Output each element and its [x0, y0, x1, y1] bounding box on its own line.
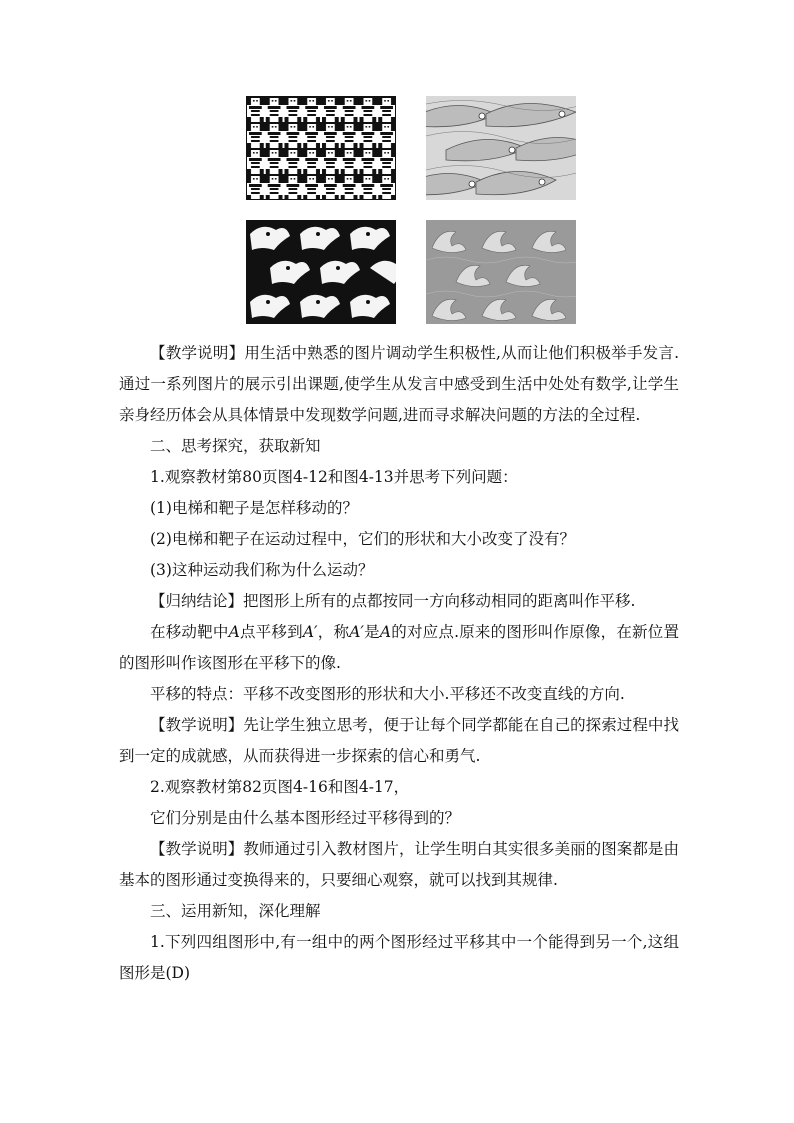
teaching-note-2: 【教学说明】先让学生独立思考，便于让每个同学都能在自己的探索过程中找到一定的成就感，从而获得进一步探索的信心和勇气.: [119, 716, 679, 765]
tessellation-figures-image: [246, 96, 396, 200]
question-1-part-1: (1)电梯和靶子是怎样移动的？: [150, 499, 358, 517]
point-a: A: [228, 623, 240, 641]
question-1-part-3: (3)这种运动我们称为什么运动？: [150, 561, 374, 579]
question-1-part-2: (2)电梯和靶子在运动过程中，它们的形状和大小改变了没有？: [150, 530, 575, 548]
point-a: A: [379, 623, 392, 641]
translation-point-definition: 在移动靶中A点平移到A′，称A′是A的对应点.原来的图形叫作原像，在新位置的图形叫作该图形在平移下的像.: [119, 623, 679, 672]
question-1: 1.观察教材第80页图4-12和图4-13并思考下列问题：: [150, 468, 518, 486]
translation-features: 平移的特点：平移不改变图形的形状和大小.平移还不改变直线的方向.: [150, 685, 625, 703]
point-a-prime: A′: [349, 623, 364, 641]
question-2-follow-up: 它们分别是由什么基本图形经过平移得到的？: [150, 809, 461, 827]
lesson-text: [119, 338, 679, 989]
question-2: 2.观察教材第82页图4-16和图4-17，: [150, 778, 410, 796]
tessellation-fish-image: [426, 96, 576, 200]
tessellation-image-grid: [244, 96, 576, 328]
teaching-note-3: 【教学说明】教师通过引入教材图片，让学生明白其实很多美丽的图案都是由基本的图形通过变换得来的，只要细心观察，就可以找到其规律.: [119, 840, 679, 889]
conclusion: 【归纳结论】把图形上所有的点都按同一方向移动相同的距离叫作平移.: [150, 592, 636, 610]
point-a-prime: A′: [302, 623, 318, 641]
tessellation-birds-image: [426, 220, 576, 324]
tessellation-horse-riders-image: [246, 220, 396, 324]
teaching-note-1: 【教学说明】用生活中熟悉的图片调动学生积极性,从而让他们积极举手发言.通过一系列图片的展示引出课题,使学生从发言中感受到生活中处处有数学,让学生亲身经历体会从具体情景中发现数学问题,进而寻求解决问题的方法的全过程.: [119, 344, 679, 424]
section-heading-3: 三、运用新知，深化理解: [150, 902, 321, 920]
section-heading-2: 二、思考探究，获取新知: [150, 437, 321, 455]
exercise-1: 1.下列四组图形中,有一组中的两个图形经过平移其中一个能得到另一个,这组图形是(D): [119, 933, 679, 982]
